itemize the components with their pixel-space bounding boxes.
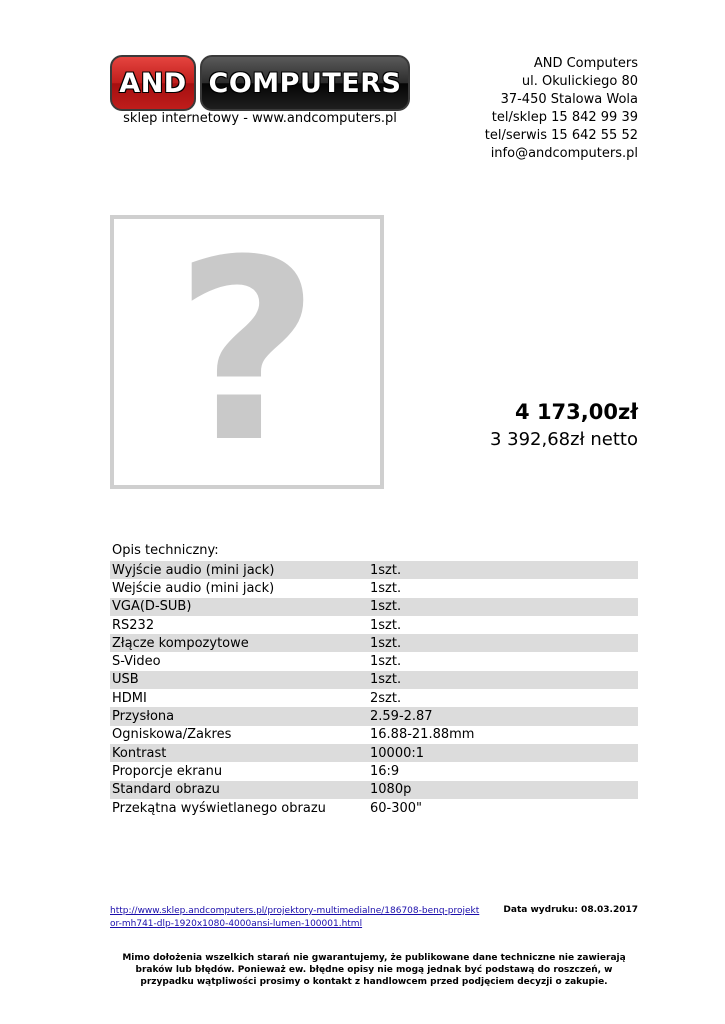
company-email: info@andcomputers.pl (490, 146, 638, 161)
disclaimer: Mimo dołożenia wszelkich starań nie gwarantujemy, że publikowane dane techniczne nie zawierają braków lub błędów. Ponieważ ew. błędne opisy nie mogą jednak być podstawą do roszczeń, w przypadku wątpliwości prosimy o kontakt z handlowcem przed podjęciem decyzji o zakupie. (122, 953, 626, 987)
store-logo (110, 55, 410, 111)
price-gross: 4 173,00zł (515, 400, 638, 424)
company-phone-service: tel/serwis 15 642 55 52 (484, 128, 638, 143)
spec-row (110, 671, 638, 689)
print-date: Data wydruku: 08.03.2017 (503, 905, 638, 915)
spec-label: Proporcje ekranu (112, 763, 223, 779)
question-mark-icon: ? (174, 206, 320, 497)
spec-label: Przysłona (110, 707, 368, 725)
spec-label: HDMI (112, 690, 147, 706)
company-street: ul. Okulickiego 80 (521, 74, 638, 89)
specs-title: Opis techniczny: (112, 543, 219, 558)
spec-row (110, 762, 638, 780)
spec-value: 10000:1 (368, 744, 638, 762)
spec-row (110, 726, 638, 744)
company-city: 37-450 Stalowa Wola (500, 92, 638, 107)
store-tagline: sklep internetowy - www.andcomputers.pl (123, 111, 397, 126)
spec-label: Standard obrazu (110, 781, 368, 799)
spec-value: 16:9 (370, 763, 400, 779)
spec-value: 1080p (368, 781, 638, 799)
spec-value: 1szt. (370, 580, 402, 596)
spec-value: 2.59-2.87 (368, 707, 638, 725)
spec-label: Wyjście audio (mini jack) (110, 561, 368, 579)
spec-label: S-Video (112, 654, 161, 670)
spec-label: Ogniskowa/Zakres (112, 727, 232, 743)
spec-label: Złącze kompozytowe (110, 634, 368, 652)
company-info (485, 55, 638, 163)
product-image-placeholder (110, 206, 384, 497)
spec-row (110, 616, 638, 634)
logo-word-and: AND (119, 67, 187, 99)
spec-value: 60-300" (370, 800, 423, 816)
spec-label: Wejście audio (mini jack) (112, 580, 275, 596)
spec-value: 2szt. (370, 690, 402, 706)
spec-value: 1szt. (370, 617, 402, 633)
spec-row (110, 579, 638, 597)
spec-label: USB (110, 671, 368, 689)
spec-label: Kontrast (110, 744, 368, 762)
company-phone-shop: tel/sklep 15 842 99 39 (491, 110, 638, 125)
spec-label: Przekątna wyświetlanego obrazu (112, 800, 326, 816)
spec-value: 1szt. (368, 671, 638, 689)
spec-label: VGA(D-SUB) (110, 598, 368, 616)
logo-word-computers: COMPUTERS (208, 67, 402, 99)
spec-row (110, 689, 638, 707)
spec-value: 1szt. (370, 654, 402, 670)
spec-row (110, 598, 638, 616)
spec-value: 16.88-21.88mm (370, 727, 475, 743)
logo-computers-block (200, 55, 410, 111)
spec-row (110, 799, 638, 817)
spec-row (110, 561, 638, 579)
spec-row (110, 707, 638, 725)
spec-value: 1szt. (368, 561, 638, 579)
spec-row (110, 652, 638, 670)
company-name: AND Computers (533, 56, 638, 71)
product-url-link[interactable]: http://www.sklep.andcomputers.pl/projektory-multimedialne/186708-benq-projektor-mh741-dlp-1920x1080-4000ansi-lumen-100001.html (110, 906, 480, 929)
spec-label: RS232 (112, 617, 155, 633)
spec-row (110, 634, 638, 652)
spec-row (110, 781, 638, 799)
price-net: 3 392,68zł netto (489, 429, 638, 450)
logo-and-block (110, 55, 196, 111)
specs-table (110, 561, 638, 817)
spec-value: 1szt. (368, 634, 638, 652)
spec-value: 1szt. (368, 598, 638, 616)
spec-row (110, 744, 638, 762)
